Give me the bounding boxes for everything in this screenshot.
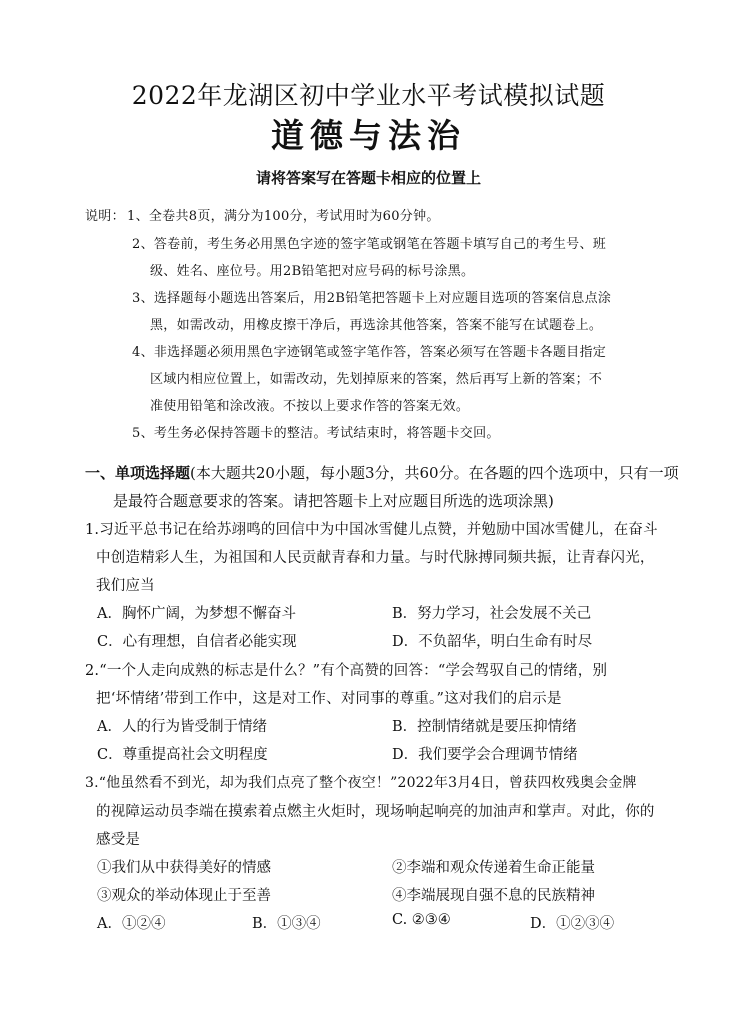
q2-option-a: A．人的行为皆受制于情绪 xyxy=(97,719,267,735)
subject-title: 道德与法治 xyxy=(271,116,466,155)
q2-option-b: B．控制情绪就是要压抑情绪 xyxy=(392,719,577,735)
q3-option-c: C. ②③④ xyxy=(392,912,451,928)
q1-option-c: C．心有理想，自信者必能实现 xyxy=(97,634,297,650)
q1-stem-line-1: 1.习近平总书记在给苏翊鸣的回信中为中国冰雪健儿点赞，并勉励中国冰雪健儿，在奋斗 xyxy=(85,522,658,538)
q1-option-d: D．不负韶华，明白生命有时尽 xyxy=(392,634,593,650)
q2-option-d: D．我们要学会合理调节情绪 xyxy=(392,747,578,763)
note-4-line-1: 4、非选择题必须用黑色字迹钢笔或签字笔作答，答案必须写在答题卡各题目指定 xyxy=(132,345,607,360)
section-name: 单项选择题 xyxy=(115,464,191,482)
section-header xyxy=(85,462,679,483)
q2-stem-line-2: 把‘坏情绪’带到工作中，这是对工作、对同事的尊重。”这对我们的启示是 xyxy=(96,691,562,707)
q3-stem-line-3: 感受是 xyxy=(96,832,141,848)
note-5: 5、考生务必保持答题卡的整洁。考试结束时，将答题卡交回。 xyxy=(132,426,500,441)
q3-statement-3: ③观众的举动体现止于至善 xyxy=(97,888,271,904)
q3-option-a: A．①②④ xyxy=(97,916,166,932)
section-desc-1: (本大题共20小题，每小题3分，共60分。在各题的四个选项中，只有一项 xyxy=(190,464,679,482)
q2-option-c: C．尊重提高社会文明程度 xyxy=(97,747,268,763)
q3-option-b: B．①③④ xyxy=(252,916,321,932)
notes-lead: 说明： xyxy=(85,209,125,224)
note-3-line-2: 黑，如需改动，用橡皮擦干净后，再选涂其他答案，答案不能写在试题卷上。 xyxy=(150,318,603,333)
section-desc-2: 是最符合题意要求的答案。请把答题卡上对应题目所选的选项涂黑) xyxy=(113,492,554,510)
note-3-line-1: 3、选择题每小题选出答案后，用2B铅笔把答题卡上对应题目选项的答案信息点涂 xyxy=(132,291,612,306)
q2-stem-line-1: 2.“一个人走向成熟的标志是什么？”有个高赞的回答：“学会驾驭自己的情绪，别 xyxy=(85,663,608,679)
q3-statement-4: ④李端展现自强不息的民族精神 xyxy=(392,888,595,904)
q1-option-b: B．努力学习，社会发展不关己 xyxy=(392,606,592,622)
q1-option-a: A．胸怀广阔，为梦想不懈奋斗 xyxy=(97,606,296,622)
answer-instruction: 请将答案写在答题卡相应的位置上 xyxy=(255,169,481,187)
note-2-line-2: 级、姓名、座位号。用2B铅笔把对应号码的标号涂黑。 xyxy=(150,264,475,279)
section-prefix: 一、 xyxy=(85,464,116,482)
note-2-line-1: 2、答卷前，考生务必用黑色字迹的签字笔或钢笔在答题卡填写自己的考生号、班 xyxy=(132,237,607,252)
q3-stem-line-1: 3.“他虽然看不到光，却为我们点亮了整个夜空！”2022年3月4日，曾获四枚残奥会金牌 xyxy=(85,775,637,791)
q3-statement-2: ②李端和观众传递着生命正能量 xyxy=(392,860,595,876)
q3-statement-1: ①我们从中获得美好的情感 xyxy=(97,860,271,876)
note-4-line-2: 区域内相应位置上，如需改动，先划掉原来的答案，然后再写上新的答案；不 xyxy=(150,372,603,387)
q3-option-d: D．①②③④ xyxy=(530,916,615,932)
note-1: 1、全卷共8页，满分为100分，考试用时为60分钟。 xyxy=(127,209,440,224)
exam-title: 2022年龙湖区初中学业水平考试模拟试题 xyxy=(131,81,606,110)
q3-stem-line-2: 的视障运动员李端在摸索着点燃主火炬时，现场响起响亮的加油声和掌声。对此，你的 xyxy=(96,804,655,820)
q1-stem-line-3: 我们应当 xyxy=(96,578,155,594)
note-4-line-3: 准使用铅笔和涂改液。不按以上要求作答的答案无效。 xyxy=(150,399,470,414)
q1-stem-line-2: 中创造精彩人生，为祖国和人民贡献青春和力量。与时代脉搏同频共振，让青春闪光， xyxy=(96,550,655,566)
